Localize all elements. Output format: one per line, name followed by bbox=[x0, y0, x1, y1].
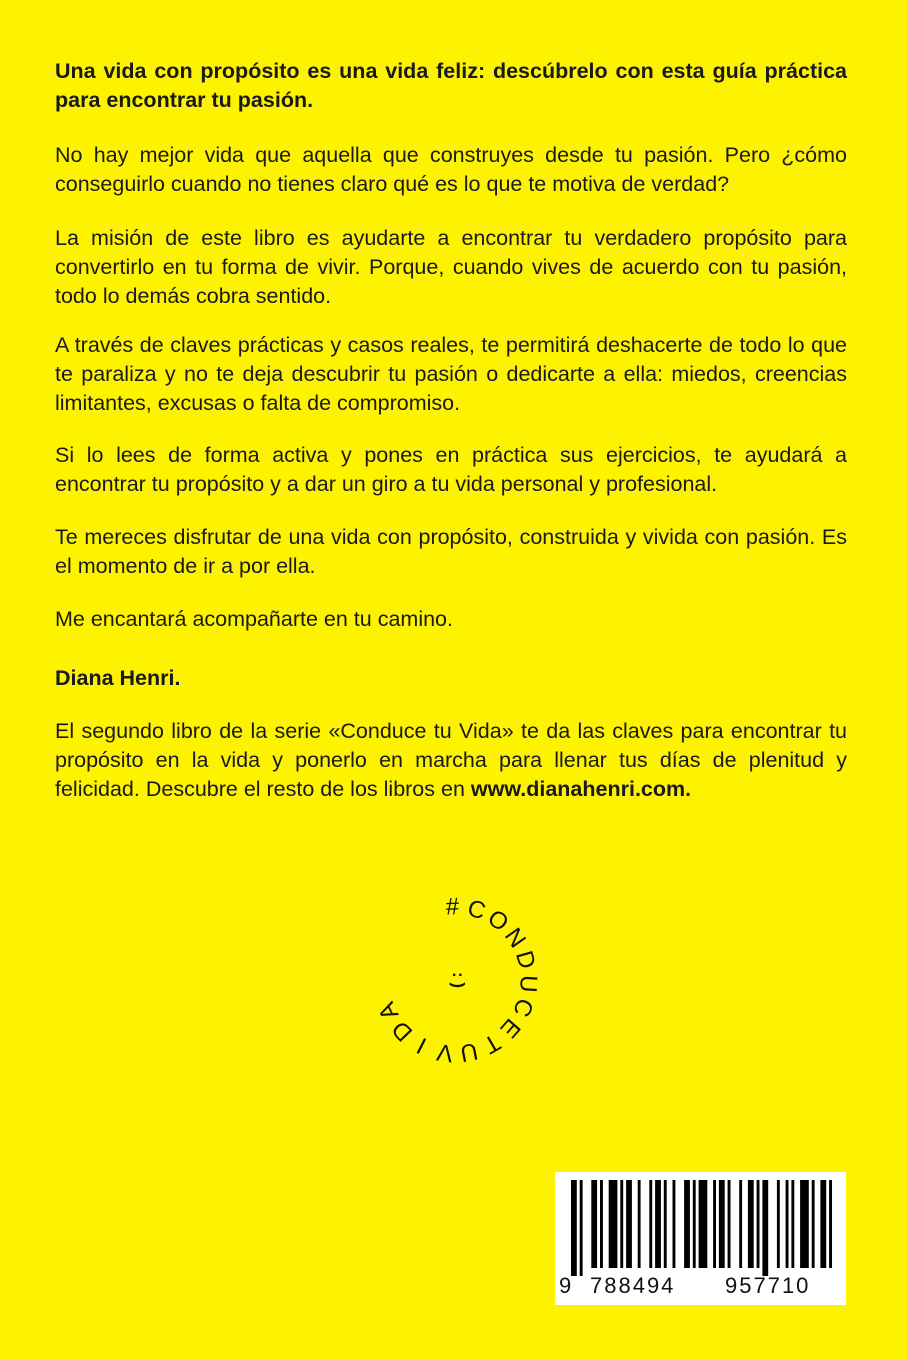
barcode-bar bbox=[591, 1180, 597, 1268]
seal-letter: E bbox=[494, 1013, 526, 1043]
barcode-bar bbox=[800, 1180, 809, 1268]
barcode-bar bbox=[571, 1180, 577, 1276]
smiley-seal-icon bbox=[365, 890, 545, 1070]
barcode-bar bbox=[786, 1180, 789, 1268]
smiley-face: : ) bbox=[449, 972, 468, 989]
seal-letter: C bbox=[507, 994, 539, 1021]
barcode-bar bbox=[699, 1180, 708, 1268]
seal-letter: I bbox=[412, 1031, 431, 1059]
conducetuvida-seal bbox=[365, 890, 545, 1070]
barcode-bar bbox=[638, 1180, 641, 1268]
paragraph-keys: A través de claves prácticas y casos reales, te permitirá deshacerte de todo lo que te paraliza y no te deja descubrir tu pasión o dedicarte a ella: miedos, creencias limitantes, excusas o falta de compromiso. bbox=[55, 333, 847, 415]
isbn-left-group: 788494 bbox=[590, 1273, 676, 1298]
paragraph-intro: No hay mejor vida que aquella que construyes desde tu pasión. Pero ¿cómo conseguirlo cuando no tienes claro qué es lo que te motiva de verdad? bbox=[55, 143, 847, 196]
barcode-bar bbox=[757, 1180, 760, 1268]
barcode-bar bbox=[748, 1180, 754, 1268]
barcode-bar bbox=[693, 1180, 696, 1268]
barcode-bar bbox=[739, 1180, 742, 1268]
paragraph-series bbox=[55, 717, 847, 803]
seal-letter: D bbox=[386, 1015, 419, 1047]
seal-letter: O bbox=[482, 904, 514, 938]
barcode-bar bbox=[762, 1180, 768, 1276]
seal-letter: V bbox=[435, 1037, 455, 1067]
barcode-bar bbox=[620, 1180, 623, 1268]
barcode-bar bbox=[719, 1180, 725, 1268]
barcode-bar bbox=[655, 1180, 661, 1268]
barcode-bar bbox=[673, 1180, 676, 1268]
isbn-right-group: 957710 bbox=[725, 1273, 811, 1298]
paragraph-exercises: Si lo lees de forma activa y pones en práctica sus ejercicios, te ayudará a encontrar tu propósito y a dar un giro a tu vida personal y profesional. bbox=[55, 443, 847, 496]
barcode-bar bbox=[649, 1180, 652, 1268]
paragraph-mission: La misión de este libro es ayudarte a encontrar tu verdadero propósito para convertirlo en tu forma de vivir. Porque, cuando vives de acuerdo con tu pasión, todo lo demás cobra sentido. bbox=[55, 226, 847, 308]
author-signature: Diana Henri. bbox=[55, 666, 181, 690]
barcode-bar bbox=[791, 1180, 794, 1268]
barcode-bar bbox=[777, 1180, 780, 1268]
paragraph-deserve: Te mereces disfrutar de una vida con propósito, construida y vivida con pasión. Es el momento de ir a por ella. bbox=[55, 525, 847, 578]
seal-letter: U bbox=[457, 1036, 481, 1067]
barcode-bar bbox=[580, 1180, 583, 1276]
seal-letter: T bbox=[478, 1028, 505, 1059]
website-link: www.dianahenri.com. bbox=[470, 776, 692, 801]
barcode-bar bbox=[829, 1180, 832, 1268]
barcode-bar bbox=[664, 1180, 667, 1268]
seal-letter: A bbox=[373, 997, 405, 1024]
barcode-bar bbox=[728, 1180, 731, 1268]
seal-letter: # bbox=[445, 893, 460, 921]
barcode-bar bbox=[600, 1180, 603, 1268]
isbn-barcode bbox=[555, 1172, 846, 1305]
paragraph-closing: Me encantará acompañarte en tu camino. bbox=[55, 607, 453, 631]
headline: Una vida con propósito es una vida feliz: descúbrelo con esta guía práctica para encontrar tu pasión. bbox=[55, 59, 847, 112]
seal-letter: N bbox=[498, 923, 531, 953]
seal-letter: U bbox=[514, 974, 542, 994]
barcode-bar bbox=[713, 1180, 716, 1268]
seal-letter: C bbox=[464, 894, 489, 926]
barcode-bar bbox=[609, 1180, 618, 1268]
barcode-bar bbox=[812, 1180, 815, 1268]
isbn-prefix-digit: 9 bbox=[559, 1273, 572, 1298]
barcode-bar bbox=[626, 1180, 632, 1268]
barcode-bar bbox=[684, 1180, 690, 1268]
barcode-bar bbox=[820, 1180, 826, 1268]
series-text: El segundo libro de la serie «Conduce tu Vida» te da las claves para encontrar tu propósito en la vida y ponerlo en marcha para llenar tus días de plenitud y felicidad. Descubre el resto de los libros en bbox=[55, 719, 847, 801]
seal-letter: D bbox=[509, 947, 541, 972]
